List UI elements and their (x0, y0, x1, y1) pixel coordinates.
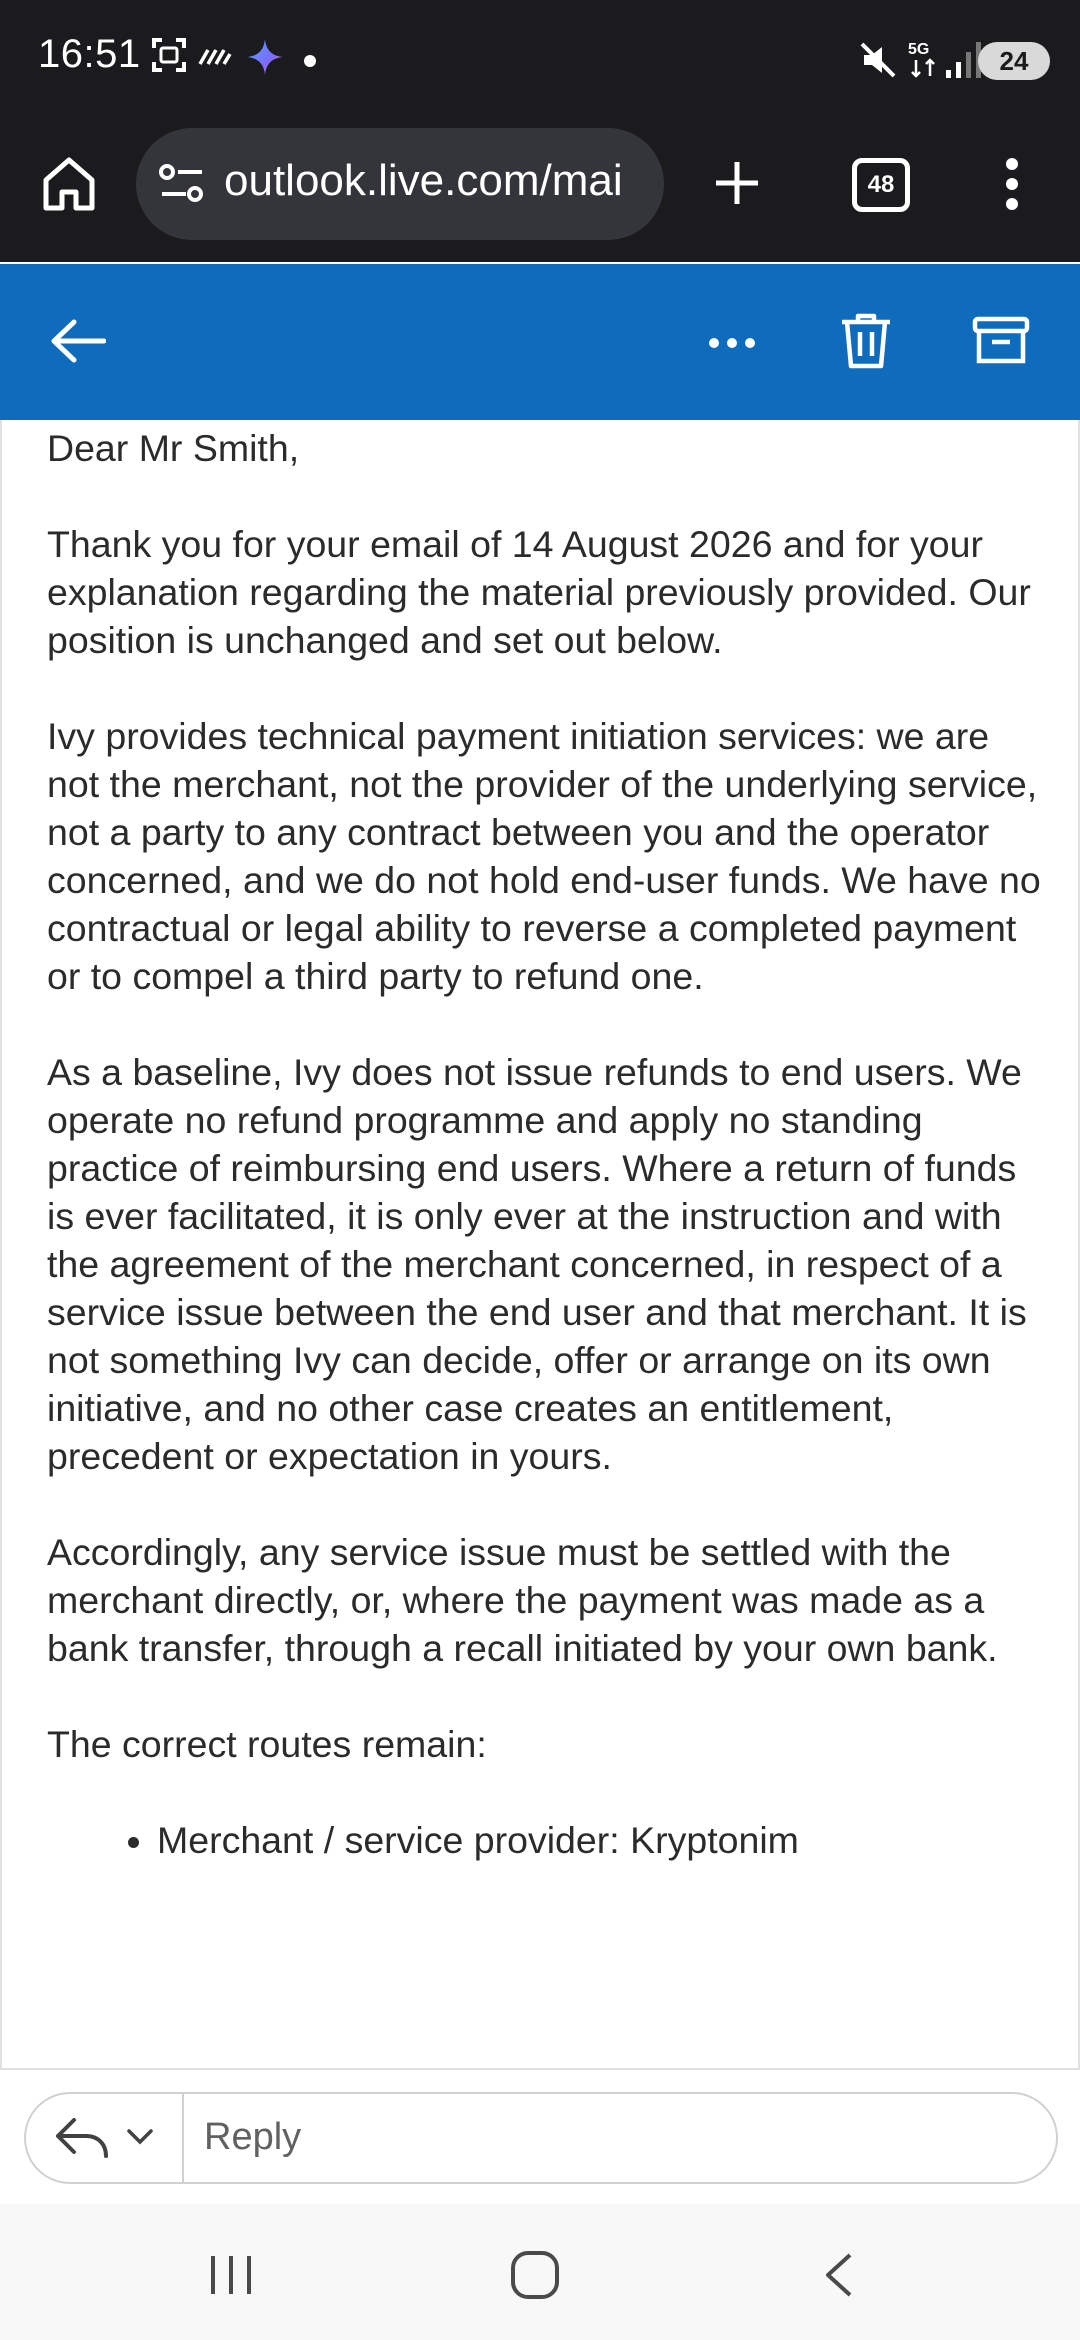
recents-icon[interactable] (208, 2254, 254, 2301)
reply-input[interactable]: Reply (204, 2116, 302, 2158)
5g-icon (906, 38, 942, 85)
email-paragraph: Ivy provides technical payment initiation services: we are not the merchant, not the provider of the underlying service, not a party to any contract between you and the operator concerned, and we do not hold end-user funds. We have no contractual or legal ability to reverse a completed payment or to compel a third party to refund one. (47, 715, 1041, 997)
status-bar (0, 0, 1080, 120)
email-paragraph: As a baseline, Ivy does not issue refunds to end users. We operate no refund programme and apply no standing practice of reimbursing end users. Where a return of funds is ever facilitated, it is only ever at the instruction and with the agreement of the merchant concerned, in respect of a service issue between the end user and that merchant. It is not something Ivy can decide, offer or arrange on its own initiative, and no other case creates an entitlement, precedent or expectation in yours. (47, 1051, 1027, 1477)
new-tab-icon[interactable] (712, 158, 762, 213)
site-settings-icon[interactable] (158, 162, 206, 211)
signal-dots-icon (198, 44, 232, 73)
email-greeting: Dear Mr Smith, (47, 427, 300, 469)
battery-indicator: 24 (978, 42, 1050, 80)
email-bullet-list (47, 1816, 1047, 1864)
reply-box[interactable] (24, 2092, 1058, 2184)
email-paragraph: Accordingly, any service issue must be settled with the merchant directly, or, where the payment was made as a bank transfer, through a recall initiated by your own bank. (47, 1531, 998, 1669)
svg-text:5G: 5G (908, 41, 930, 58)
email-paragraph: The correct routes remain: (47, 1723, 487, 1765)
back-nav-icon[interactable] (822, 2252, 854, 2303)
email-paragraph: Thank you for your email of 14 August 2026 and for your explanation regarding the material previously provided. Our position is unchanged and set out below. (47, 523, 1031, 661)
chevron-down-icon[interactable] (126, 2128, 154, 2151)
email-text (47, 424, 1047, 1864)
more-horiz-icon[interactable] (708, 336, 756, 354)
system-nav-bar (0, 2204, 1080, 2340)
mail-header (0, 264, 1080, 420)
home-nav-icon[interactable] (510, 2250, 560, 2305)
archive-icon[interactable] (972, 316, 1030, 371)
home-icon[interactable] (40, 154, 98, 217)
more-vert-icon[interactable] (1000, 156, 1024, 217)
url-bar[interactable] (136, 128, 664, 240)
dot-icon (304, 54, 316, 72)
back-arrow-icon[interactable] (50, 318, 106, 369)
mute-icon (858, 40, 898, 85)
reply-icon[interactable] (54, 2116, 110, 2165)
browser-toolbar (0, 120, 1080, 262)
status-time: 16:51 (38, 32, 141, 76)
reply-area (0, 2068, 1080, 2206)
sparkle-icon (246, 38, 284, 81)
tabs-icon[interactable]: 48 (852, 158, 910, 212)
email-body (0, 420, 1080, 2070)
url-text: outlook.live.com/mai (224, 156, 623, 205)
trash-icon[interactable] (840, 312, 892, 375)
screenshot-icon (150, 36, 188, 79)
list-item: • Merchant / service provider: Kryptonim (157, 1816, 1047, 1864)
